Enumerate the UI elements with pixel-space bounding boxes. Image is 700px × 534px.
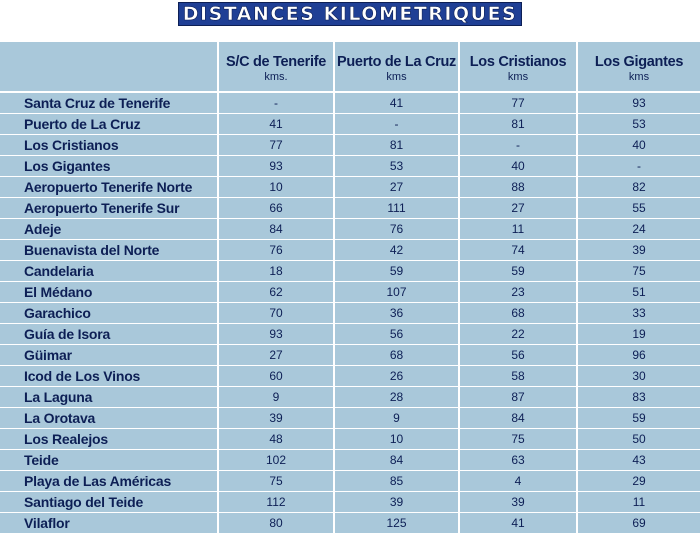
distance-cell: 74 xyxy=(459,240,577,261)
distance-cell: 39 xyxy=(459,492,577,513)
distance-cell: 81 xyxy=(334,135,459,156)
city-name-cell: Los Cristianos xyxy=(0,135,218,156)
distance-cell: 27 xyxy=(459,198,577,219)
distance-cell: 70 xyxy=(218,303,334,324)
table-row xyxy=(0,324,700,345)
distance-cell: 30 xyxy=(632,369,646,383)
distance-cell: 125 xyxy=(334,513,459,534)
distance-cell: 75 xyxy=(218,471,334,492)
table-row xyxy=(0,429,700,450)
city-name-cell: Candelaria xyxy=(0,261,218,282)
header-unit: kms xyxy=(628,71,650,83)
distance-cell: 4 xyxy=(459,471,577,492)
distance-cell: 107 xyxy=(334,282,459,303)
city-name-cell: Santiago del Teide xyxy=(0,492,218,513)
header-name: Los Cristianos xyxy=(469,54,567,70)
distance-cell: 62 xyxy=(218,282,334,303)
table-row xyxy=(0,492,700,513)
city-name-cell: Teide xyxy=(0,450,218,471)
distance-cell: 111 xyxy=(334,198,459,219)
distance-cell: 27 xyxy=(218,345,334,366)
city-name-cell: Los Gigantes xyxy=(0,156,218,177)
city-name-cell: Aeropuerto Tenerife Norte xyxy=(0,177,218,198)
distance-cell: 41 xyxy=(218,114,334,135)
distance-cell: 43 xyxy=(632,453,646,467)
distance-cell: 11 xyxy=(632,495,646,509)
distance-cell: 18 xyxy=(218,261,334,282)
distance-cell: 84 xyxy=(334,450,459,471)
table-row xyxy=(0,177,700,198)
table-row xyxy=(0,387,700,408)
table-row xyxy=(0,219,700,240)
table-row xyxy=(0,513,700,534)
distance-cell: 27 xyxy=(334,177,459,198)
distance-cell: 26 xyxy=(334,366,459,387)
distance-cell: 84 xyxy=(218,219,334,240)
table-row xyxy=(0,282,700,303)
distance-cell: 39 xyxy=(334,492,459,513)
distance-cell: 28 xyxy=(334,387,459,408)
distance-cell: 39 xyxy=(218,408,334,429)
distance-cell: 40 xyxy=(632,138,646,152)
page-title: DISTANCES KILOMETRIQUES xyxy=(178,2,523,26)
distance-cell: 51 xyxy=(632,285,646,299)
distance-cell: 10 xyxy=(218,177,334,198)
distance-cell: 76 xyxy=(334,219,459,240)
distance-cell: 36 xyxy=(334,303,459,324)
header-corner-cell xyxy=(0,41,218,92)
distance-cell: 59 xyxy=(334,261,459,282)
table-row xyxy=(0,198,700,219)
distance-cell: 41 xyxy=(334,92,459,114)
table-header xyxy=(0,41,700,92)
distance-cell: 82 xyxy=(632,180,646,194)
table-row xyxy=(0,408,700,429)
city-name-cell: Puerto de La Cruz xyxy=(0,114,218,135)
distance-cell: 112 xyxy=(218,492,334,513)
table-row xyxy=(0,345,700,366)
distance-cell: 77 xyxy=(459,92,577,114)
table-row xyxy=(0,303,700,324)
distance-cell: 76 xyxy=(218,240,334,261)
distance-table xyxy=(0,40,700,534)
distance-cell: 68 xyxy=(334,345,459,366)
distance-cell: 42 xyxy=(334,240,459,261)
distance-cell: 53 xyxy=(334,156,459,177)
distance-cell: 23 xyxy=(459,282,577,303)
header-name: Los Gigantes xyxy=(594,54,684,70)
header-unit: kms xyxy=(507,71,529,83)
distance-cell: 11 xyxy=(459,219,577,240)
distance-cell: 87 xyxy=(459,387,577,408)
city-name-cell: Playa de Las Américas xyxy=(0,471,218,492)
distance-cell: 84 xyxy=(459,408,577,429)
distance-cell: 55 xyxy=(632,201,646,215)
table-row xyxy=(0,450,700,471)
distance-cell: 10 xyxy=(334,429,459,450)
distance-cell: 81 xyxy=(459,114,577,135)
header-unit: kms. xyxy=(264,71,288,83)
header-name: Puerto de La Cruz xyxy=(337,54,456,70)
header-cell xyxy=(218,41,334,92)
distance-cell: 59 xyxy=(459,261,577,282)
distance-cell: 29 xyxy=(632,474,646,488)
distance-cell: 102 xyxy=(218,450,334,471)
distance-cell: 66 xyxy=(218,198,334,219)
city-name-cell: La Laguna xyxy=(0,387,218,408)
distance-cell: 93 xyxy=(218,324,334,345)
table-row xyxy=(0,240,700,261)
distance-cell: 41 xyxy=(459,513,577,534)
distance-cell: 56 xyxy=(459,345,577,366)
distance-cell: - xyxy=(218,92,334,114)
table-row xyxy=(0,114,700,135)
city-name-cell: Guía de Isora xyxy=(0,324,218,345)
distance-cell: 85 xyxy=(334,471,459,492)
distance-cell: 77 xyxy=(218,135,334,156)
table-row xyxy=(0,156,700,177)
distance-cell: - xyxy=(459,135,577,156)
distance-cell: 48 xyxy=(218,429,334,450)
distance-cell: 93 xyxy=(632,96,646,110)
distance-cell: 39 xyxy=(632,243,646,257)
header-cell xyxy=(459,41,577,92)
distance-cell: 96 xyxy=(632,348,646,362)
table-row xyxy=(0,261,700,282)
distance-cell: 63 xyxy=(459,450,577,471)
distance-cell: 53 xyxy=(632,117,646,131)
distance-cell: 22 xyxy=(459,324,577,345)
city-name-cell: Buenavista del Norte xyxy=(0,240,218,261)
table-row xyxy=(0,92,700,114)
distance-cell: 59 xyxy=(632,411,646,425)
header-unit: kms xyxy=(386,71,407,83)
distance-cell: 19 xyxy=(632,327,646,341)
distance-cell: 68 xyxy=(459,303,577,324)
distance-cell: 56 xyxy=(334,324,459,345)
distance-cell: 60 xyxy=(218,366,334,387)
table-row xyxy=(0,135,700,156)
distance-cell: 24 xyxy=(632,222,646,236)
distance-cell: 9 xyxy=(334,408,459,429)
distance-cell: 58 xyxy=(459,366,577,387)
city-name-cell: Vilaflor xyxy=(0,513,218,534)
city-name-cell: Los Realejos xyxy=(0,429,218,450)
distance-cell: 75 xyxy=(459,429,577,450)
distance-cell: - xyxy=(334,114,459,135)
city-name-cell: Adeje xyxy=(0,219,218,240)
distance-cell: 83 xyxy=(632,390,646,404)
city-name-cell: Aeropuerto Tenerife Sur xyxy=(0,198,218,219)
distance-cell: 93 xyxy=(218,156,334,177)
city-name-cell: La Orotava xyxy=(0,408,218,429)
distance-cell: 88 xyxy=(459,177,577,198)
title-banner xyxy=(0,0,700,30)
distance-cell: 80 xyxy=(218,513,334,534)
distance-cell: 40 xyxy=(459,156,577,177)
distance-cell: 69 xyxy=(632,516,646,530)
header-cell xyxy=(577,41,700,92)
header-cell xyxy=(334,41,459,92)
distance-cell: 33 xyxy=(632,306,646,320)
header-row xyxy=(0,41,700,92)
table-row xyxy=(0,366,700,387)
city-name-cell: Garachico xyxy=(0,303,218,324)
table-row xyxy=(0,471,700,492)
header-name: S/C de Tenerife xyxy=(226,54,326,70)
city-name-cell: Icod de Los Vinos xyxy=(0,366,218,387)
distance-cell: 9 xyxy=(218,387,334,408)
city-name-cell: Güimar xyxy=(0,345,218,366)
distance-cell: - xyxy=(637,159,641,173)
distance-cell: 50 xyxy=(632,432,646,446)
distance-cell: 75 xyxy=(632,264,646,278)
table-body xyxy=(0,92,700,534)
city-name-cell: El Médano xyxy=(0,282,218,303)
city-name-cell: Santa Cruz de Tenerife xyxy=(0,92,218,114)
